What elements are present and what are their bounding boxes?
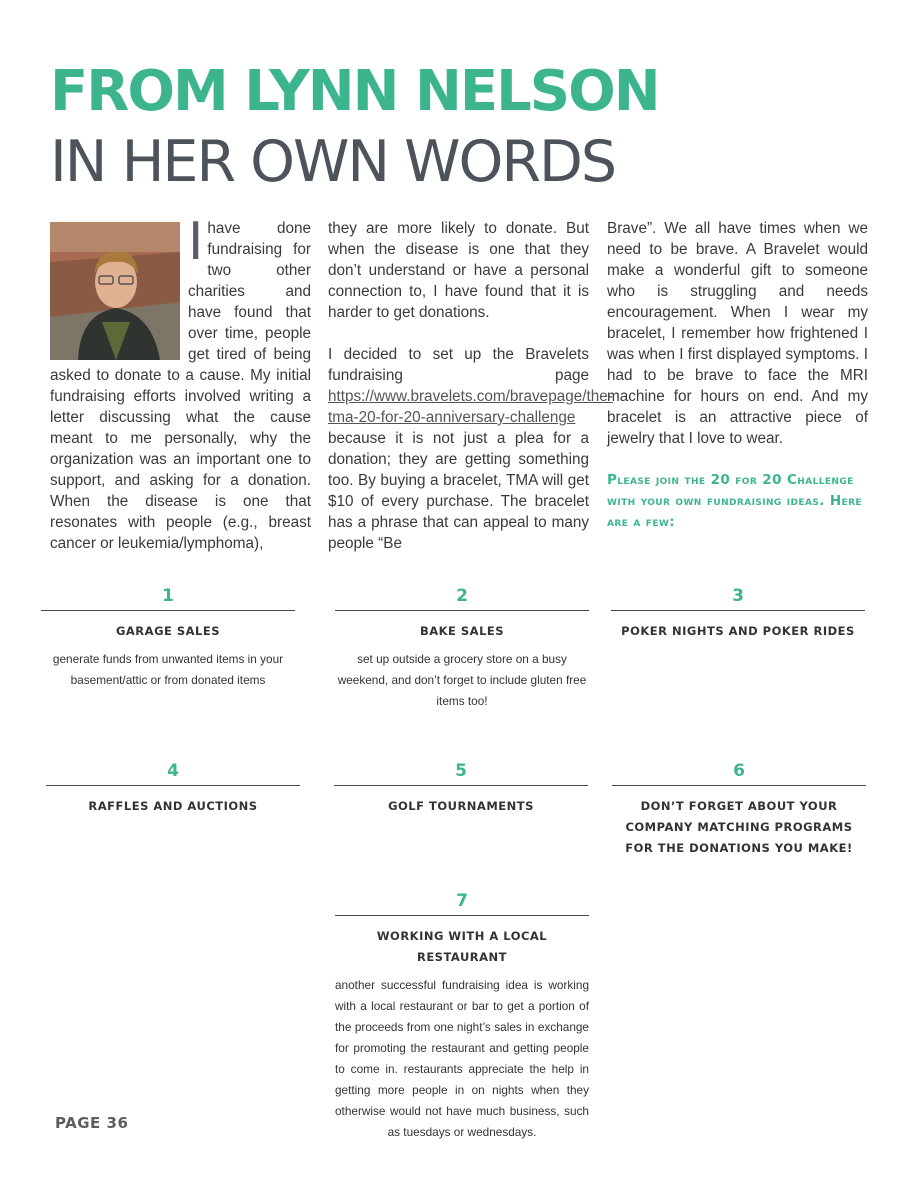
page-number: PAGE 36 [55,1114,129,1132]
idea-card [41,586,295,691]
divider [335,610,589,611]
challenge-callout: Please join the 20 for 20 Challenge with your own fundraising ideas. Here are a few: [607,472,862,530]
idea-number: 6 [733,761,745,781]
idea-title: DON’T FORGET ABOUT YOUR COMPANY MATCHING PROGRAMS FOR THE DONATIONS YOU MAKE! [625,799,853,855]
portrait-image [50,222,180,360]
idea-title: WORKING WITH A LOCAL RESTAURANT [376,929,548,964]
idea-description: generate funds from unwanted items in your basement/attic or from donated items [52,652,284,687]
article-text-col1: have done fundraising for two other charities and have found that over time, people get tired of being asked to donate to a cause. My initial fundraising efforts involved writing a letter discussing what the cause meant to me personally, why the organization was an important one to support, and asking for a donation. When the disease is one that resonates with people (e.g., breast cancer or leukemia/lymphoma), [50,220,311,552]
idea-card [335,586,589,712]
idea-number: 2 [456,586,468,606]
divider [334,785,588,786]
article-paragraph: they are more likely to donate. But when the disease is one that they don’t understand or have a personal connection to, I have found that it is harder to get donations. [328,220,589,321]
divider [41,610,295,611]
idea-description: another successful fundraising idea is working with a local restaurant or bar to get a portion of the proceeds from one night’s sales in exchange for promoting the restaurant and getting people to come in. restaurants appreciate the help in getting more people in on nights when they otherwise would not have much business, such as tuesdays or wednesdays. [335,978,589,1139]
idea-title: GOLF TOURNAMENTS [388,799,534,813]
title-line-2: IN HER OWN WORDS [50,129,616,195]
paragraph-text: I decided to set up the Bravelets fundraising page [328,346,589,384]
divider [335,915,589,916]
idea-number: 7 [456,891,468,911]
author-photo [50,222,180,360]
article-column-1 [50,212,311,554]
idea-number: 5 [455,761,467,781]
idea-number: 3 [732,586,744,606]
idea-title: POKER NIGHTS AND POKER RIDES [621,624,855,638]
article-paragraph [328,344,613,554]
idea-number: 1 [162,586,174,606]
idea-description: set up outside a grocery store on a busy weekend, and don’t forget to include gluten free items too! [337,652,587,708]
divider [612,785,866,786]
paragraph-text: because it is not just a plea for a donation; they are getting something too. By buying a bracelet, TMA will get $10 of every purchase. The bracelet has a phrase that can appeal to many people “Be [328,430,589,552]
idea-title: BAKE SALES [419,624,505,638]
drop-cap: I [188,212,204,272]
divider [46,785,300,786]
idea-title: GARAGE SALES [115,624,221,638]
idea-card [612,761,866,859]
idea-number: 4 [167,761,179,781]
idea-title: RAFFLES AND AUCTIONS [88,799,258,813]
idea-card [334,761,588,817]
article-column-2 [328,218,613,575]
idea-card [335,891,589,1143]
bravelets-page-link[interactable]: https://www.bravelets.com/bravepage/the-tma-20-for-20-anniversary-challenge [328,388,613,426]
idea-card [611,586,865,642]
article-paragraph: Brave”. We all have times when we need to be brave. A Bravelet would make a wonderful gift to someone who is struggling and needs encouragement. When I wear my bracelet, I remember how frightened I was when I first displayed symptoms. I had to be brave to face the MRI machine for hours on end. And my bracelet is an attractive piece of jewelry that I love to wear. [607,220,868,447]
divider [611,610,865,611]
article-column-3 [607,218,868,554]
title-line-1: FROM LYNN NELSON [50,59,659,124]
idea-card [46,761,300,817]
